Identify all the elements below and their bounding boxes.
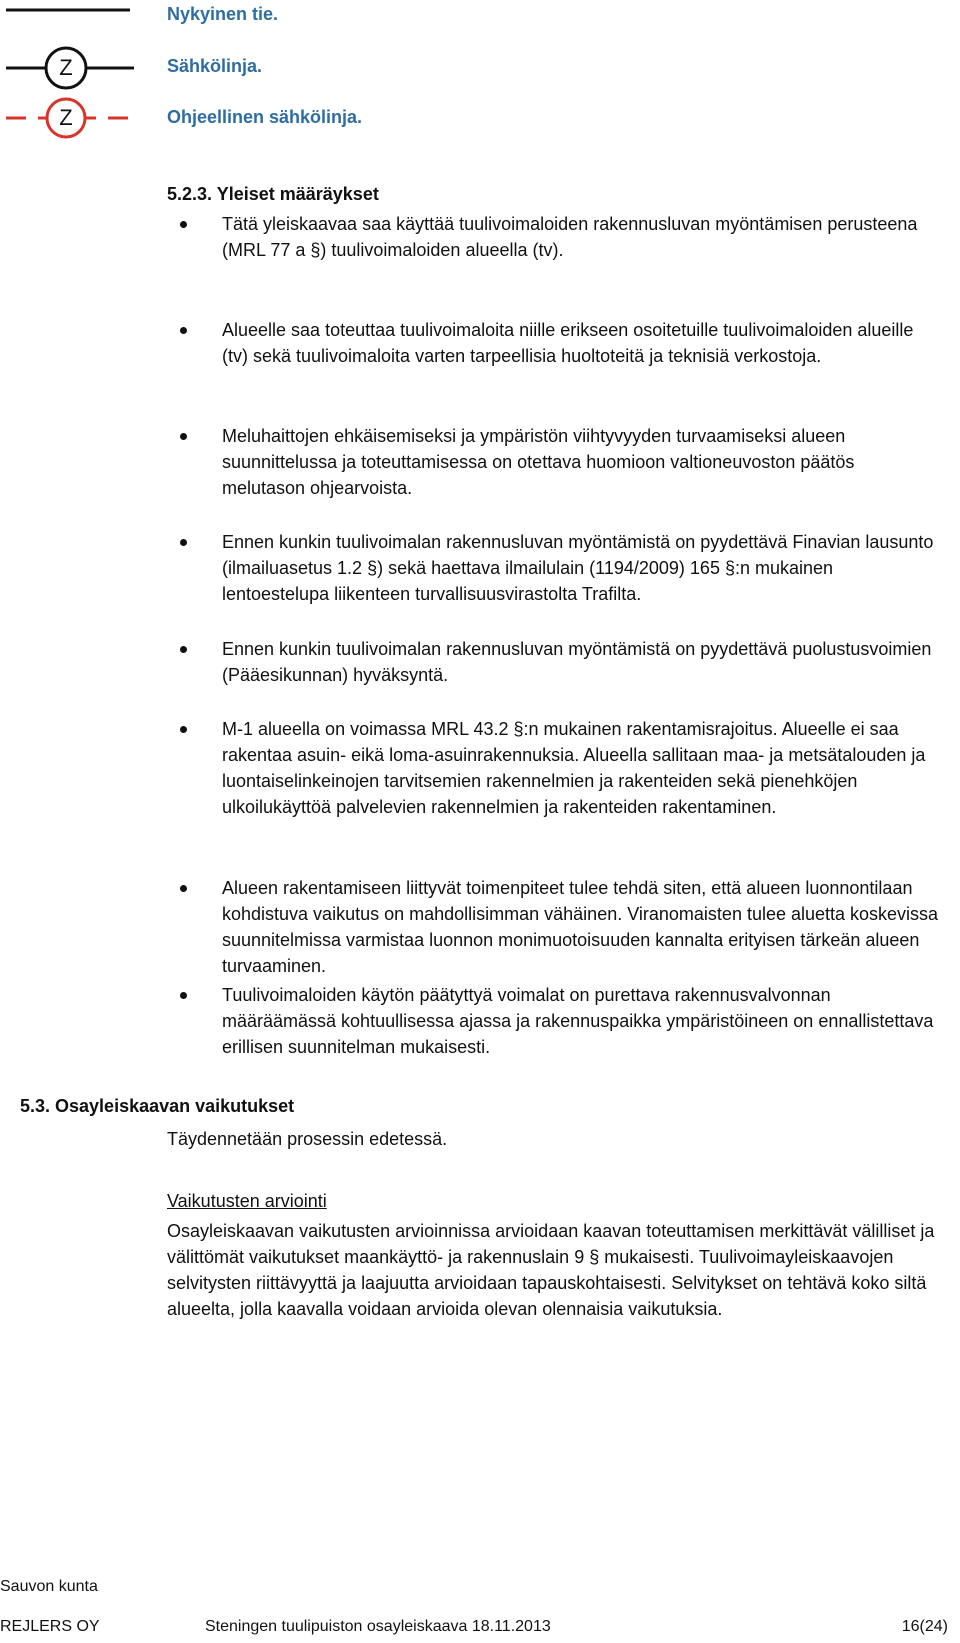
bullet-item: M-1 alueella on voimassa MRL 43.2 §:n mukainen rakentamisrajoitus. Alueelle ei saa rakentaa asuin- eikä loma-asuinrakennuksia. Alueella sallitaan maa- ja metsätalouden ja luontaiselinkeinojen tarvitsemien rakennelmien ja rakenteiden sekä pienehköjen ulkoilukäyttöä palvelevien rakennelmien ja rakenteiden rakentaminen. [222,716,942,820]
footer-page-number: 16(24) [901,1618,948,1635]
footer-municipality: Sauvon kunta [0,1578,98,1595]
section-53-intro: Täydennetään prosessin edetessä. [167,1129,448,1149]
bullet-item: Ennen kunkin tuulivoimalan rakennusluvan myöntämistä on pyydettävä Finavian lausunto (ilmailuasetus 1.2 §) sekä haettava ilmailulain (1194/2009) 165 §:n mukainen lentoestelupa liikenteen turvallisuusvirastolta Trafilta. [222,529,942,607]
section-53-body: Osayleiskaavan vaikutusten arvioinnissa arvioidaan kaavan toteuttamisen merkittävät välilliset ja välittömät vaikutukset maankäyttö- ja rakennuslain 9 § mukaisesti. Tuulivoimayleiskaavojen selvitysten riittävyyttä ja laajuutta arvioidaan tapauskohtaisesti. Selvitykset on tehtävä koko siltä alueelta, jolla kaavalla voidaan arvioida olevan olennaisia vaikutuksia. [167,1221,935,1319]
guideline-power-line-symbol [0,93,140,143]
bullet-item: Meluhaittojen ehkäisemiseksi ja ympäristön viihtyvyyden turvaamiseksi alueen suunnittelussa ja toteuttamisessa on otettava huomioon valtioneuvoston päätös melutason ohjearvoista. [222,423,942,501]
section-53-subheading: Vaikutusten arviointi [167,1191,327,1211]
power-line-symbol [0,40,140,96]
road-line-symbol [0,0,140,20]
section-53-heading: 5.3. Osayleiskaavan vaikutukset [20,1096,295,1116]
legend-label-power-line: Sähkölinja. [167,56,263,76]
power-line-letter: Z [59,55,73,80]
bullet-item: Tätä yleiskaavaa saa käyttää tuulivoimaloiden rakennusluvan myöntämisen perusteena (MRL 77 a §) tuulivoimaloiden alueella (tv). [222,211,942,263]
guideline-letter: Z [59,105,73,130]
bullet-item: Alueelle saa toteuttaa tuulivoimaloita niille erikseen osoitetuille tuulivoimaloiden alueille (tv) sekä tuulivoimaloita varten tarpeellisia huoltoteitä ja teknisiä verkostoja. [222,317,942,369]
bullet-item: Tuulivoimaloiden käytön päätyttyä voimalat on purettava rakennusvalvonnan määräämässä kohtuullisessa ajassa ja rakennuspaikka ympäristöineen on ennallistettava erillisen suunnitelman mukaisesti. [222,982,942,1060]
footer-document-title: Steningen tuulipuiston osayleiskaava 18.11.2013 [205,1618,551,1635]
legend-label-guideline-power-line: Ohjeellinen sähkölinja. [167,107,363,127]
bullet-item: Alueen rakentamiseen liittyvät toimenpiteet tulee tehdä siten, että alueen luonnontilaan kohdistuva vaikutus on mahdollisimman vähäinen. Viranomaisten tulee aluetta koskevissa suunnitelmissa varmistaa luonnon monimuotoisuuden kannalta erityisen tärkeän alueen turvaaminen. [222,875,942,979]
bullet-item: Ennen kunkin tuulivoimalan rakennusluvan myöntämistä on pyydettävä puolustusvoimien (Pääesikunnan) hyväksyntä. [222,636,942,688]
legend-label-road: Nykyinen tie. [167,4,279,24]
section-523-heading: 5.2.3. Yleiset määräykset [167,184,379,204]
footer-company: REJLERS OY [0,1618,100,1635]
